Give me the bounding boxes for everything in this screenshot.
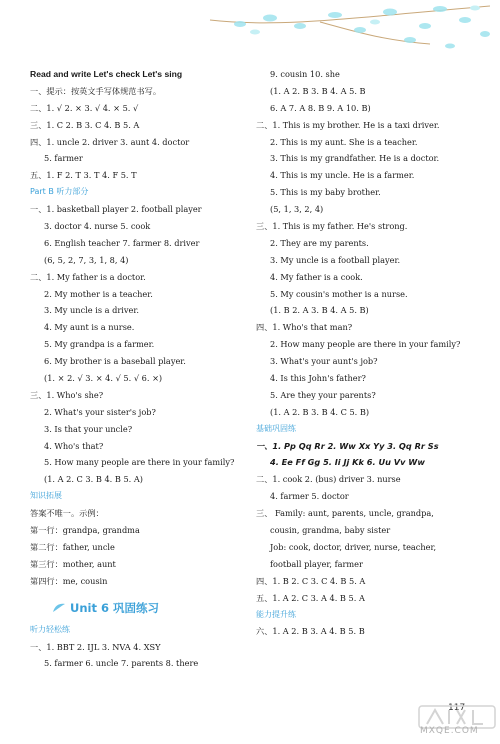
answer-line: 9. cousin 10. she bbox=[270, 69, 340, 79]
answer-line: 4. Ee Ff Gg 5. Ii Jj Kk 6. Uu Vv Ww bbox=[270, 457, 425, 468]
answer-line: 4. This is my uncle. He is a farmer. bbox=[270, 170, 415, 181]
answer-line: 5. farmer 6. uncle 7. parents 8. there bbox=[44, 658, 199, 669]
right-column bbox=[256, 66, 481, 640]
page-number: 117 bbox=[448, 703, 466, 713]
answer-line: 5. This is my baby brother. bbox=[270, 187, 381, 198]
answer-line: (1. × 2. √ 3. × 4. √ 5. √ 6. ×) bbox=[44, 373, 163, 384]
answer-line: 三、 Family: aunt, parents, uncle, grandpa, bbox=[256, 508, 434, 519]
answer-line: 第三行：mother, aunt bbox=[30, 558, 116, 569]
answer-line: 6. English teacher 7. farmer 8. driver bbox=[44, 237, 200, 248]
answer-line: 三、1. Who's she? bbox=[30, 389, 104, 400]
answer-line: 四、1. uncle 2. driver 3. aunt 4. doctor bbox=[30, 136, 190, 147]
answer-line: cousin, grandma, baby sister bbox=[270, 525, 391, 536]
wing-icon bbox=[52, 602, 66, 614]
answer-line: 3. My uncle is a driver. bbox=[44, 305, 139, 316]
answer-line: 五、1. F 2. T 3. T 4. F 5. T bbox=[30, 170, 137, 181]
answer-line: 4. farmer 5. doctor bbox=[270, 491, 349, 502]
answer-line: 二、1. cook 2. (bus) driver 3. nurse bbox=[256, 474, 401, 485]
left-after-lines bbox=[30, 622, 255, 673]
watermark-text: MXQE.COM bbox=[420, 726, 479, 736]
answer-line: 2. My mother is a teacher. bbox=[44, 288, 153, 299]
answer-line: 听力轻松练 bbox=[30, 624, 70, 634]
answer-line: (6, 5, 2, 7, 3, 1, 8, 4) bbox=[44, 254, 129, 265]
unit-title bbox=[30, 594, 255, 622]
left-column bbox=[30, 66, 255, 672]
answer-line: 5. Are they your parents? bbox=[270, 389, 376, 400]
answer-line: 5. How many people are there in your family? bbox=[44, 457, 235, 468]
answer-line: 二、1. This is my brother. He is a taxi driver. bbox=[256, 119, 440, 130]
watermark-logo-icon bbox=[417, 704, 497, 744]
answer-line: 第一行：grandpa, grandma bbox=[30, 525, 140, 536]
answer-line: 一、1. basketball player 2. football player bbox=[30, 204, 202, 215]
branch-decoration-icon bbox=[200, 0, 500, 60]
answer-line: 3. My uncle is a football player. bbox=[270, 254, 401, 265]
left-answer-lines bbox=[30, 66, 255, 590]
answer-line: 知识拓展 bbox=[30, 491, 62, 501]
answer-line: (5, 1, 3, 2, 4) bbox=[270, 204, 324, 215]
answer-line: football player, farmer bbox=[270, 558, 363, 569]
answer-line: 5. My grandpa is a farmer. bbox=[44, 339, 155, 350]
answer-line: 2. This is my aunt. She is a teacher. bbox=[270, 136, 418, 147]
answer-line: Job: cook, doctor, driver, nurse, teacher, bbox=[270, 541, 437, 552]
answer-line: 2. They are my parents. bbox=[270, 237, 369, 248]
answer-line: 3. What's your aunt's job? bbox=[270, 356, 378, 367]
answer-line: 4. My father is a cook. bbox=[270, 271, 363, 282]
answer-line: 二、1. My father is a doctor. bbox=[30, 271, 146, 282]
answer-line: 6. My brother is a baseball player. bbox=[44, 356, 186, 367]
answer-line: 6. A 7. A 8. B 9. A 10. B) bbox=[270, 102, 371, 113]
answer-line: 3. Is that your uncle? bbox=[44, 423, 133, 434]
answer-line: 2. What's your sister's job? bbox=[44, 406, 156, 417]
answer-line: 二、1. √ 2. × 3. √ 4. × 5. √ bbox=[30, 102, 139, 113]
answer-line: Read and write Let's check Let's sing bbox=[30, 69, 183, 79]
answer-line: 2. How many people are there in your family? bbox=[270, 339, 461, 350]
answer-line: 基础巩固练 bbox=[256, 423, 296, 433]
answer-line: 3. doctor 4. nurse 5. cook bbox=[44, 221, 151, 232]
answer-line: 能力提升练 bbox=[256, 609, 296, 619]
answer-line: 4. My aunt is a nurse. bbox=[44, 322, 135, 333]
answer-line: 第四行：me, cousin bbox=[30, 575, 108, 586]
answer-line: 四、1. Who's that man? bbox=[256, 322, 353, 333]
answer-line: 第二行：father, uncle bbox=[30, 541, 115, 552]
answer-line: 5. My cousin's mother is a nurse. bbox=[270, 288, 408, 299]
answer-line: 4. Is this John's father? bbox=[270, 373, 366, 384]
answer-line: 答案不唯一。示例： bbox=[30, 508, 104, 519]
right-answer-lines bbox=[256, 66, 481, 640]
answer-line: 一、1. BBT 2. IJL 3. NVA 4. XSY bbox=[30, 641, 161, 652]
answer-line: (1. A 2. C 3. B 4. B 5. A) bbox=[44, 474, 143, 485]
answer-line: 一、1. Pp Qq Rr 2. Ww Xx Yy 3. Qq Rr Ss bbox=[256, 440, 439, 451]
answer-line: 四、1. B 2. C 3. C 4. B 5. A bbox=[256, 575, 366, 586]
answer-line: 5. farmer bbox=[44, 153, 83, 164]
answer-line: 六、1. A 2. B 3. A 4. B 5. B bbox=[256, 626, 365, 637]
answer-line: (1. B 2. A 3. B 4. A 5. B) bbox=[270, 305, 369, 316]
answer-line: 3. This is my grandfather. He is a doctor. bbox=[270, 153, 440, 164]
answer-line: 五、1. A 2. C 3. A 4. B 5. A bbox=[256, 592, 365, 603]
answer-line: 一、提示：按英文手写体规范书写。 bbox=[30, 85, 162, 96]
answer-line: (1. A 2. B 3. B 4. C 5. B) bbox=[270, 406, 370, 417]
answer-line: 三、1. C 2. B 3. C 4. B 5. A bbox=[30, 119, 140, 130]
answer-line: Part B 听力部分 bbox=[30, 187, 89, 197]
answer-line: 三、1. This is my father. He's strong. bbox=[256, 221, 408, 232]
answer-line: (1. A 2. B 3. B 4. A 5. B bbox=[270, 85, 366, 96]
unit-title-text: Unit 6 巩固练习 bbox=[70, 600, 159, 615]
answer-line: 4. Who's that? bbox=[44, 440, 104, 451]
